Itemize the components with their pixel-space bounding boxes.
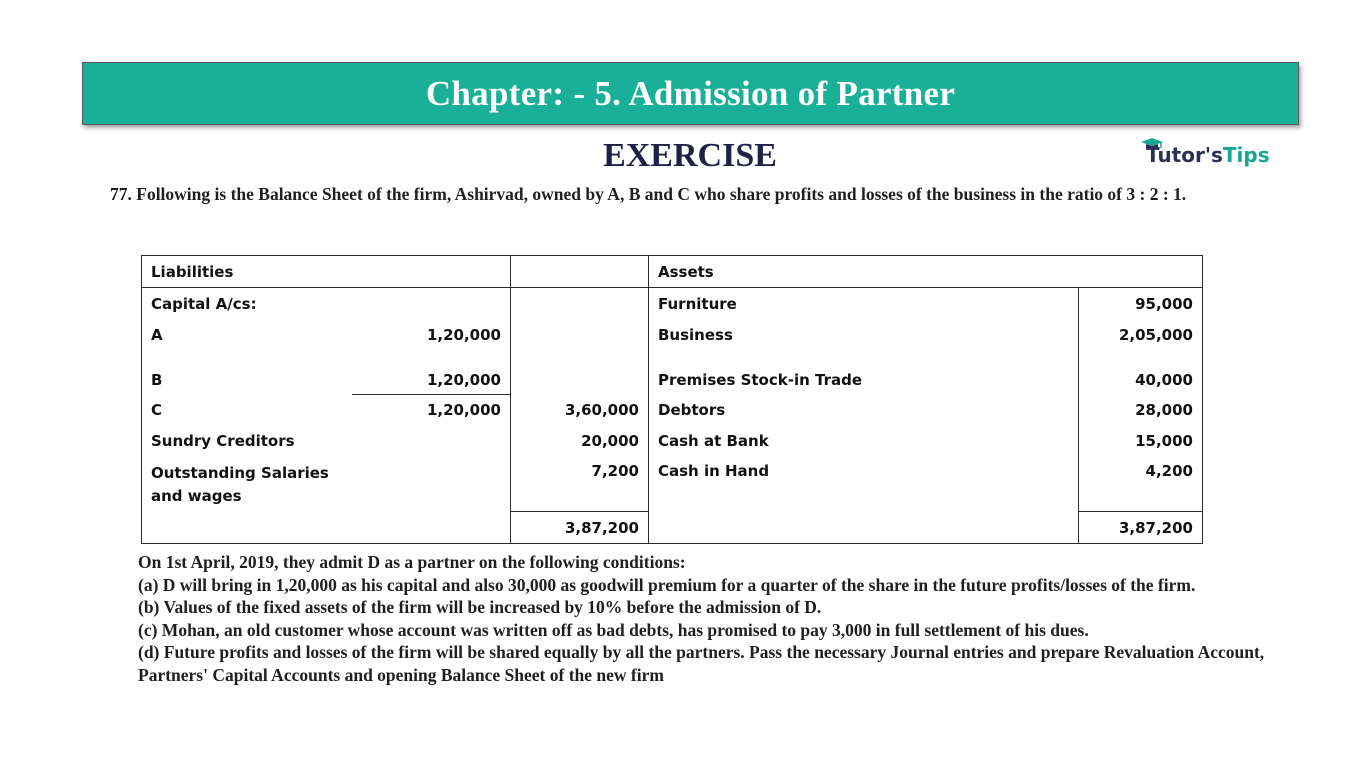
logo-text-main: Tutor's — [1146, 143, 1223, 167]
asset-label: Furniture — [649, 288, 1079, 320]
chapter-banner — [82, 62, 1299, 125]
asset-amount: 95,000 — [1079, 288, 1203, 320]
asset-amount: 15,000 — [1079, 426, 1203, 457]
table-row — [142, 319, 1203, 350]
liability-amount: 3,60,000 — [511, 394, 649, 426]
table-row — [142, 457, 1203, 512]
liability-label-line2: and wages — [151, 486, 242, 505]
asset-label: Premises Stock-in Trade — [649, 350, 1079, 394]
liability-amount: 20,000 — [511, 426, 649, 457]
conditions-text — [138, 551, 1278, 686]
total-liabilities: 3,87,200 — [511, 512, 649, 544]
liability-sub-amount: 1,20,000 — [426, 401, 501, 419]
condition-line: On 1st April, 2019, they admit D as a partner on the following conditions: — [138, 552, 686, 572]
logo-text — [1146, 143, 1270, 167]
asset-amount: 4,200 — [1079, 457, 1203, 512]
liability-amount: 7,200 — [511, 457, 649, 512]
assets-header: Assets — [649, 256, 1203, 288]
table-row — [142, 288, 1203, 320]
asset-amount: 28,000 — [1079, 394, 1203, 426]
liability-sub-amount: 1,20,000 — [352, 350, 511, 394]
asset-label: Cash at Bank — [649, 426, 1079, 457]
section-title: EXERCISE — [603, 137, 777, 174]
liability-label: Sundry Creditors — [142, 426, 511, 457]
total-row — [142, 512, 1203, 544]
balance-sheet-table — [141, 255, 1203, 544]
asset-amount: 40,000 — [1079, 350, 1203, 394]
asset-amount: 2,05,000 — [1079, 319, 1203, 350]
liabilities-header: Liabilities — [142, 256, 511, 288]
liability-sub-amount: 1,20,000 — [426, 325, 501, 344]
tutors-tips-logo — [1140, 137, 1280, 173]
question-text: 77. Following is the Balance Sheet of the firm, Ashirvad, owned by A, B and C who share profits and losses of the business in the ratio of 3 : 2 : 1. — [110, 184, 1187, 204]
table-row — [142, 426, 1203, 457]
table-row — [142, 256, 1203, 288]
condition-line: (b) Values of the fixed assets of the firm will be increased by 10% before the admission of D. — [138, 597, 822, 617]
total-assets: 3,87,200 — [1079, 512, 1203, 544]
condition-line: (d) Future profits and losses of the firm will be shared equally by all the partners. Pass the necessary Journal entries and prepare Revaluation Account, Partners' Capital Accounts and opening Balance Sheet of the new firm — [138, 642, 1265, 685]
liability-label-line1: Outstanding Salaries — [151, 463, 329, 482]
chapter-title: Chapter: - 5. Admission of Partner — [425, 73, 956, 113]
condition-line: (a) D will bring in 1,20,000 as his capital and also 30,000 as goodwill premium for a quarter of the share in the future profits/losses of the firm. — [138, 574, 1196, 595]
capital-label: Capital A/cs: — [142, 288, 352, 320]
liability-label — [142, 457, 511, 512]
logo-text-accent: Tips — [1222, 143, 1270, 167]
liability-label: A — [142, 319, 352, 350]
asset-label: Debtors — [649, 394, 1079, 426]
liability-label: C — [142, 394, 352, 426]
liability-label: B — [142, 350, 352, 394]
asset-label: Business — [649, 319, 1079, 350]
asset-label: Cash in Hand — [649, 457, 1079, 512]
condition-line: (c) Mohan, an old customer whose account was written off as bad debts, has promised to pay 3,000 in full settlement of his dues. — [138, 619, 1089, 640]
table-row — [142, 350, 1203, 394]
table-row — [142, 394, 1203, 426]
